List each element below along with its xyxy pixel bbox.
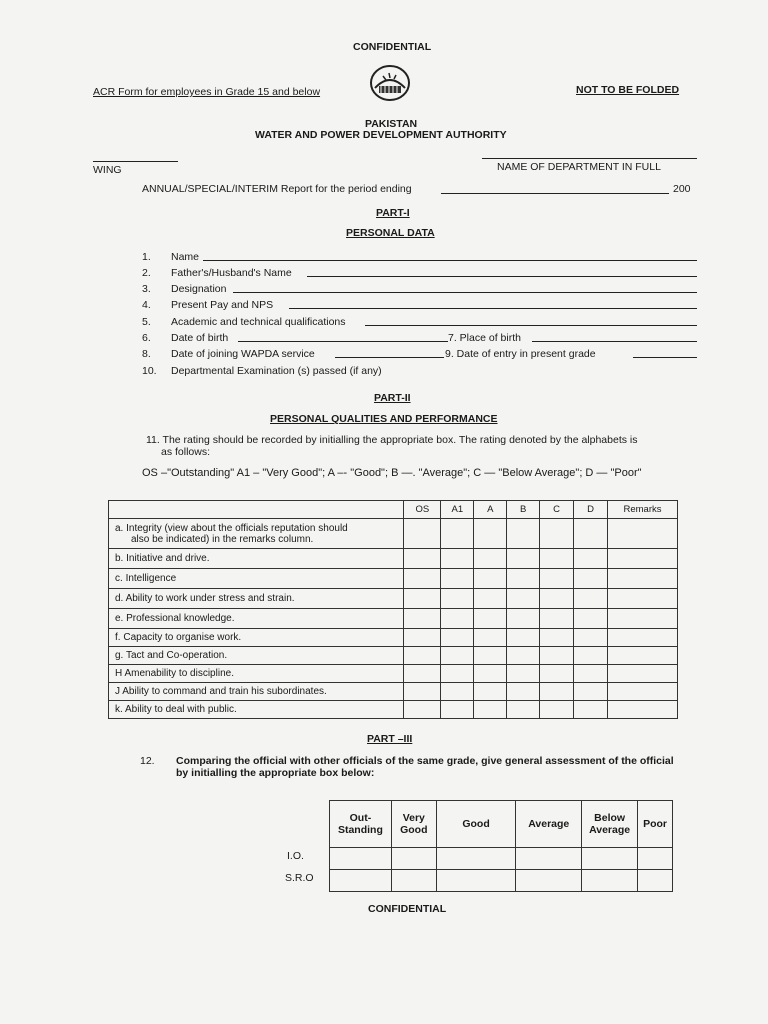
wapda-logo — [369, 64, 411, 102]
row-text: Integrity (view about the officials reputation should — [126, 522, 348, 534]
rating-cell[interactable] — [404, 519, 441, 549]
rating-cell[interactable] — [574, 589, 608, 609]
col-outstanding — [330, 801, 392, 848]
rating-cell[interactable] — [540, 609, 574, 629]
assessment-cell[interactable] — [436, 870, 516, 892]
rating-cell[interactable] — [540, 549, 574, 569]
assessment-cell[interactable] — [638, 848, 673, 870]
not-folded-label: NOT TO BE FOLDED — [576, 84, 680, 96]
remarks-cell[interactable] — [608, 683, 678, 701]
rating-cell[interactable] — [474, 701, 507, 719]
row-text: Ability to deal with public. — [125, 704, 237, 715]
item-number: 2. — [142, 267, 151, 279]
confidential-header: CONFIDENTIAL — [353, 41, 432, 53]
sro-label: S.R.O — [285, 872, 314, 884]
ratings-header-row — [109, 501, 678, 519]
col-good — [436, 801, 516, 848]
remarks-cell[interactable] — [608, 589, 678, 609]
col-a: A — [474, 501, 507, 519]
rating-cell[interactable] — [404, 549, 441, 569]
father-name-field[interactable] — [307, 276, 697, 277]
assessment-cell[interactable] — [330, 870, 392, 892]
item-number: 5. — [142, 316, 151, 328]
wing-line — [93, 161, 178, 162]
rating-cell[interactable] — [540, 569, 574, 589]
place-of-birth-field[interactable] — [532, 341, 697, 342]
report-year: 200 — [673, 183, 691, 195]
rating-cell[interactable] — [441, 549, 474, 569]
father-name-label: Father's/Husband's Name — [171, 267, 292, 279]
row-text: Intelligence — [125, 573, 177, 584]
rating-cell[interactable] — [507, 647, 540, 665]
row-letter: H — [115, 668, 123, 679]
rating-cell[interactable] — [441, 665, 474, 683]
rating-legend: OS –"Outstanding" A1 – "Very Good"; A –- "Good"; B —. "Average"; C — "Below Average"; D — "Poor" — [142, 467, 642, 479]
pay-field[interactable] — [289, 308, 697, 309]
table-row — [109, 569, 678, 589]
rating-cell[interactable] — [574, 683, 608, 701]
blank-header-cell — [109, 501, 404, 519]
ratings-table — [108, 500, 678, 719]
col-os: OS — [404, 501, 441, 519]
part3-title: PART –III — [367, 733, 413, 745]
rating-cell[interactable] — [574, 519, 608, 549]
part1-title: PART-I — [376, 207, 410, 219]
name-label: Name — [171, 251, 200, 263]
joining-date-label: Date of joining WAPDA service — [171, 348, 315, 360]
col-text: Standing — [337, 824, 383, 836]
col-text: Average — [528, 818, 570, 830]
rating-cell[interactable] — [574, 569, 608, 589]
assessment-cell[interactable] — [391, 870, 436, 892]
quality-label — [109, 701, 404, 719]
row-letter: b. — [115, 553, 124, 564]
report-period-label: ANNUAL/SPECIAL/INTERIM Report for the period ending — [142, 183, 412, 195]
rating-cell[interactable] — [404, 589, 441, 609]
country-label: PAKISTAN — [365, 118, 418, 130]
assessment-cell[interactable] — [582, 848, 638, 870]
io-label: I.O. — [287, 850, 304, 862]
quality-label — [109, 589, 404, 609]
rating-cell[interactable] — [474, 549, 507, 569]
row-text: Ability to work under stress and strain. — [125, 593, 295, 604]
rating-cell[interactable] — [574, 549, 608, 569]
col-text: Very — [402, 812, 425, 824]
rating-cell[interactable] — [507, 609, 540, 629]
rating-cell[interactable] — [540, 683, 574, 701]
col-remarks: Remarks — [608, 501, 678, 519]
item-number: 1. — [142, 251, 151, 263]
table-row — [109, 519, 678, 549]
quality-label — [109, 609, 404, 629]
rating-cell[interactable] — [540, 665, 574, 683]
assessment-cell[interactable] — [391, 848, 436, 870]
table-row — [109, 629, 678, 647]
col-text: Below — [594, 812, 626, 824]
table-row — [109, 589, 678, 609]
rating-cell[interactable] — [404, 629, 441, 647]
joining-date-field[interactable] — [335, 357, 444, 358]
rating-cell[interactable] — [507, 629, 540, 647]
dob-label: Date of birth — [171, 332, 229, 344]
table-row — [109, 647, 678, 665]
row-letter: a. — [115, 522, 124, 534]
col-text: Good — [400, 824, 428, 836]
quality-label — [109, 665, 404, 683]
rating-cell[interactable] — [441, 647, 474, 665]
row-text: Ability to command and train his subordinates. — [122, 686, 327, 697]
qualifications-field[interactable] — [365, 325, 697, 326]
table-row — [109, 683, 678, 701]
rating-cell[interactable] — [574, 665, 608, 683]
rating-cell[interactable] — [574, 609, 608, 629]
row-text: Professional knowledge. — [126, 613, 235, 624]
rating-cell[interactable] — [574, 647, 608, 665]
rating-cell[interactable] — [540, 589, 574, 609]
wing-label: WING — [93, 164, 122, 176]
qualifications-label: Academic and technical qualifications — [171, 316, 346, 328]
rating-cell[interactable] — [474, 665, 507, 683]
name-field[interactable] — [203, 260, 697, 261]
remarks-cell[interactable] — [608, 665, 678, 683]
quality-label — [109, 683, 404, 701]
item-number: 10. — [142, 365, 157, 377]
designation-label: Designation — [171, 283, 227, 295]
rating-cell[interactable] — [441, 683, 474, 701]
row-letter: f. — [115, 632, 121, 643]
item-number: 4. — [142, 299, 151, 311]
rating-cell[interactable] — [441, 589, 474, 609]
quality-label — [109, 629, 404, 647]
exam-label: Departmental Examination (s) passed (if any) — [171, 365, 382, 377]
rating-instructions-cont: as follows: — [161, 446, 211, 458]
rating-cell[interactable] — [474, 569, 507, 589]
remarks-cell[interactable] — [608, 629, 678, 647]
designation-field[interactable] — [233, 292, 697, 293]
item-number: 8. — [142, 348, 151, 360]
row-letter: J — [115, 686, 120, 697]
row-text: Capacity to organise work. — [123, 632, 242, 643]
grade-entry-label: 9. Date of entry in present grade — [445, 348, 596, 360]
table-row — [109, 701, 678, 719]
part2-subtitle: PERSONAL QUALITIES AND PERFORMANCE — [270, 413, 498, 425]
remarks-cell[interactable] — [608, 549, 678, 569]
remarks-cell[interactable] — [608, 569, 678, 589]
rating-cell[interactable] — [441, 519, 474, 549]
table-row — [330, 848, 673, 870]
row-letter: g. — [115, 650, 124, 661]
part2-title: PART-II — [374, 392, 411, 404]
confidential-footer: CONFIDENTIAL — [368, 903, 447, 915]
assessment-instructions-cont: by initialling the appropriate box below: — [176, 767, 375, 779]
row-letter: d. — [115, 593, 124, 604]
quality-label — [109, 569, 404, 589]
col-text: Average — [589, 824, 631, 836]
rating-cell[interactable] — [441, 569, 474, 589]
rating-cell[interactable] — [404, 701, 441, 719]
rating-cell[interactable] — [540, 647, 574, 665]
quality-label — [109, 647, 404, 665]
grade-entry-field[interactable] — [633, 357, 697, 358]
assessment-cell[interactable] — [582, 870, 638, 892]
rating-cell[interactable] — [441, 701, 474, 719]
rating-cell[interactable] — [574, 701, 608, 719]
row-text-cont: also be indicated) in the remarks column. — [131, 533, 314, 545]
row-text: Amenability to discipline. — [124, 668, 234, 679]
rating-cell[interactable] — [540, 629, 574, 647]
rating-cell[interactable] — [441, 629, 474, 647]
dob-field[interactable] — [238, 341, 448, 342]
col-text: Poor — [643, 818, 667, 830]
item-number: 6. — [142, 332, 151, 344]
item-number: 3. — [142, 283, 151, 295]
remarks-cell[interactable] — [608, 647, 678, 665]
report-period-line — [441, 193, 669, 194]
remarks-cell[interactable] — [608, 701, 678, 719]
table-row — [109, 609, 678, 629]
dept-line — [482, 158, 697, 159]
table-row — [109, 665, 678, 683]
assessment-header-row — [330, 801, 673, 848]
dept-label: NAME OF DEPARTMENT IN FULL — [497, 161, 661, 173]
quality-label — [109, 549, 404, 569]
row-text: Initiative and drive. — [126, 553, 210, 564]
col-text: Good — [462, 818, 490, 830]
col-text: Out- — [349, 812, 372, 824]
rating-cell[interactable] — [474, 683, 507, 701]
col-average — [516, 801, 582, 848]
rating-cell[interactable] — [474, 629, 507, 647]
quality-label — [109, 519, 404, 549]
rating-instructions: 11. The rating should be recorded by initialling the appropriate box. The rating denoted by the alphabets is — [146, 434, 638, 446]
col-b: B — [507, 501, 540, 519]
rating-cell[interactable] — [540, 519, 574, 549]
rating-cell[interactable] — [404, 647, 441, 665]
rating-cell[interactable] — [507, 549, 540, 569]
row-text: Tact and Co-operation. — [125, 650, 228, 661]
rating-cell[interactable] — [474, 519, 507, 549]
place-of-birth-label: 7. Place of birth — [448, 332, 521, 344]
row-letter: k. — [115, 704, 123, 715]
rating-cell[interactable] — [507, 665, 540, 683]
pay-label: Present Pay and NPS — [171, 299, 274, 311]
authority-label: WATER AND POWER DEVELOPMENT AUTHORITY — [255, 129, 507, 141]
col-c: C — [540, 501, 574, 519]
remarks-cell[interactable] — [608, 519, 678, 549]
assessment-cell[interactable] — [436, 848, 516, 870]
assessment-instructions: Comparing the official with other officials of the same grade, give general assessment of the official — [176, 755, 674, 767]
table-row — [109, 549, 678, 569]
rating-cell[interactable] — [404, 609, 441, 629]
rating-cell[interactable] — [404, 683, 441, 701]
rating-cell[interactable] — [404, 665, 441, 683]
col-very-good — [391, 801, 436, 848]
col-d: D — [574, 501, 608, 519]
rating-cell[interactable] — [507, 701, 540, 719]
assessment-cell[interactable] — [638, 870, 673, 892]
assessment-cell[interactable] — [516, 870, 582, 892]
row-letter: c. — [115, 573, 123, 584]
rating-cell[interactable] — [574, 629, 608, 647]
assessment-cell[interactable] — [516, 848, 582, 870]
rating-cell[interactable] — [507, 683, 540, 701]
form-title: ACR Form for employees in Grade 15 and below — [93, 86, 321, 98]
part1-subtitle: PERSONAL DATA — [346, 227, 435, 239]
col-a1: A1 — [441, 501, 474, 519]
row-letter: e. — [115, 613, 124, 624]
rating-cell[interactable] — [474, 609, 507, 629]
rating-cell[interactable] — [404, 569, 441, 589]
rating-cell[interactable] — [507, 569, 540, 589]
rating-cell[interactable] — [441, 609, 474, 629]
col-poor — [638, 801, 673, 848]
rating-cell[interactable] — [507, 589, 540, 609]
item-number: 12. — [140, 755, 155, 767]
rating-cell[interactable] — [474, 647, 507, 665]
assessment-table — [329, 800, 673, 892]
rating-cell[interactable] — [540, 701, 574, 719]
rating-cell[interactable] — [474, 589, 507, 609]
rating-cell[interactable] — [507, 519, 540, 549]
remarks-cell[interactable] — [608, 609, 678, 629]
table-row — [330, 870, 673, 892]
col-below-average — [582, 801, 638, 848]
assessment-cell[interactable] — [330, 848, 392, 870]
